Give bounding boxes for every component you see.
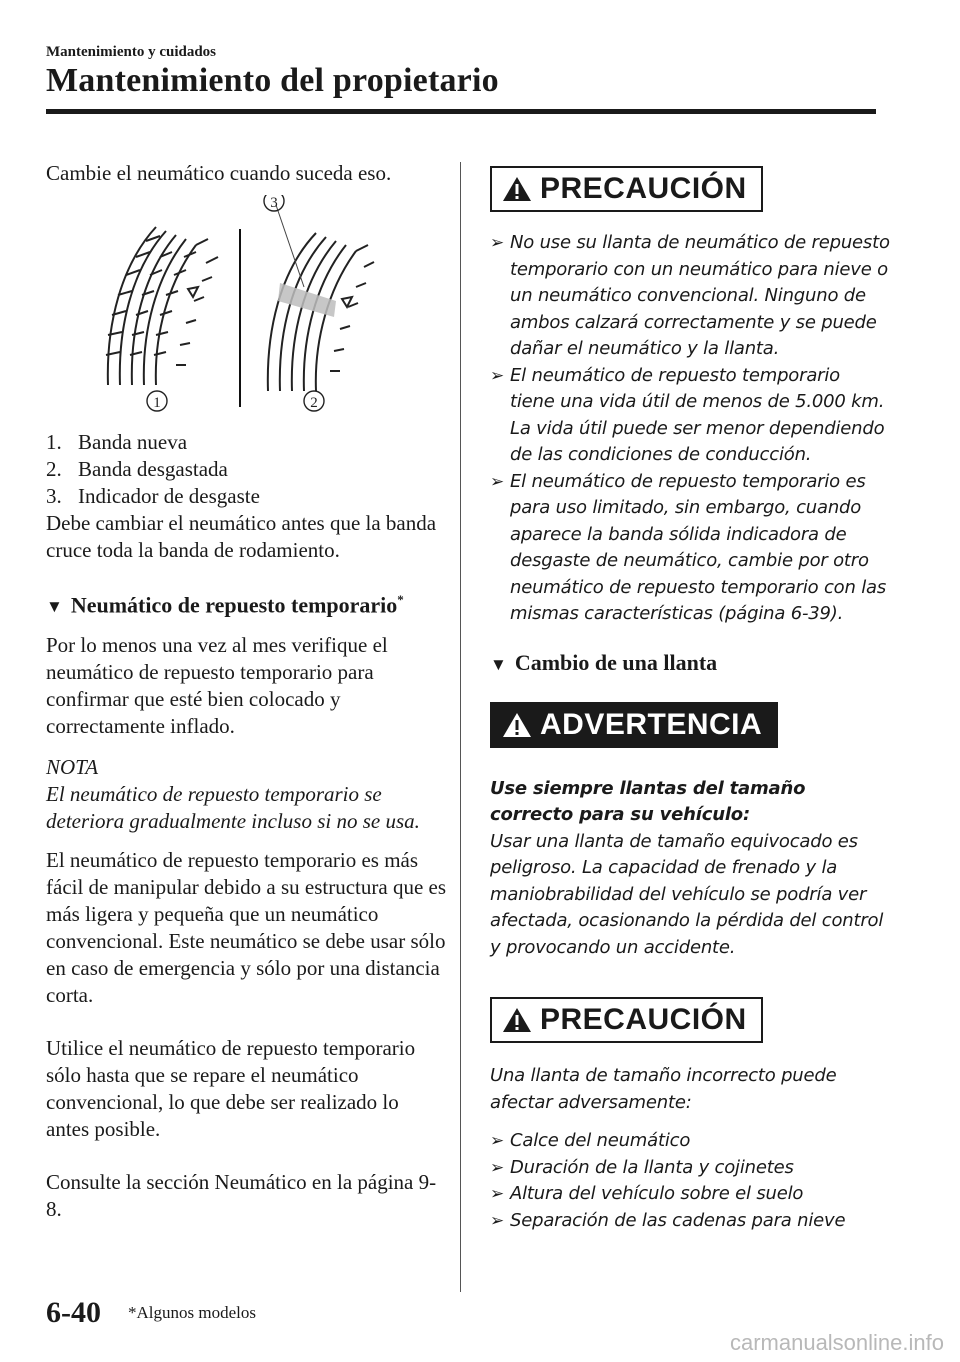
svg-text:2: 2: [310, 395, 318, 411]
paragraph-spare-temporary: Utilice el neumático de repuesto temporario sólo hasta que se repare el neumático convencional, lo que debe ser realizado lo antes posible.: [46, 1036, 416, 1142]
note-text: El neumático de repuesto temporario se deteriora gradualmente incluso si no se usa.: [46, 782, 420, 834]
caution-2-intro: Una llanta de tamaño incorrecto puede afectar adversamente:: [490, 1065, 837, 1113]
warning-box: [490, 702, 778, 748]
header-rule: [46, 109, 876, 114]
list-item: 2. Banda desgastada: [46, 457, 228, 481]
arrow-bullet-icon: ➢: [490, 233, 505, 253]
warning-bold-text: Use siempre llantas del tamaño correcto para su vehículo:: [490, 777, 806, 825]
arrow-bullet-icon: ➢: [490, 1210, 505, 1231]
page-title: Mantenimiento del propietario: [46, 62, 499, 99]
header-section-label: Mantenimiento y cuidados: [46, 44, 217, 60]
warning-triangle-icon: [502, 175, 532, 203]
arrow-bullet-icon: ➢: [490, 471, 505, 492]
column-divider: [460, 162, 461, 1292]
arrow-bullet-icon: ➢: [490, 365, 505, 386]
list-item: ➢ Altura del vehículo sobre el suelo: [490, 1181, 890, 1208]
tread-wear-figure: [46, 195, 446, 423]
caution-2-content: [490, 1063, 890, 1234]
after-list-text: Debe cambiar el neumático antes que la banda cruce toda la banda de rodamiento.: [46, 511, 437, 562]
figure-legend: [46, 429, 446, 510]
list-item: ➢ No use su llanta de neumático de repuesto temporario con un neumático para nieve o un neumático convencional. Ninguno de ambos calzará correctamente y se puede dañar el neumático y la llanta.: [490, 232, 890, 359]
svg-text:3: 3: [270, 195, 278, 211]
warning-content: [490, 776, 890, 962]
list-item: 1. Banda nueva: [46, 430, 188, 454]
paragraph-spare-easy: El neumático de repuesto temporario es más fácil de manipular debido a su estructura que es más ligera y pequeña que un neumático convencional. Este neumático se debe usar sólo en caso de emergencia y sólo por una distancia corta.: [46, 848, 447, 1008]
right-column: [490, 166, 890, 1234]
intro-text: Cambie el neumático cuando suceda eso.: [46, 161, 392, 185]
arrow-bullet-icon: ➢: [490, 1184, 505, 1204]
section-heading-spare-tire: ▼ Neumático de repuesto temporario*: [46, 592, 404, 618]
caution-box-2: [490, 997, 763, 1043]
caution-label: PRECAUCIÓN: [540, 172, 747, 205]
page-number: 6-40: [46, 1296, 101, 1329]
list-item: ➢ Separación de las cadenas para nieve: [490, 1208, 890, 1235]
tread-illustration: [46, 195, 446, 423]
svg-text:1: 1: [153, 395, 161, 411]
paragraph-see-section: Consulte la sección Neumático en la página 9-8.: [46, 1170, 437, 1222]
caution-1-list: [490, 230, 890, 628]
footnote: *Algunos modelos: [128, 1303, 256, 1322]
warning-text: Usar una llanta de tamaño equivocado es peligroso. La capacidad de frenado y la maniobrabilidad del vehículo se podría ver afectada, ocasionando la pérdida del control y provocando un accidente.: [490, 830, 884, 958]
list-item: 3. Indicador de desgaste: [46, 484, 260, 508]
paragraph-check-spare: Por lo menos una vez al mes verifique el neumático de repuesto temporario para confirmar que esté bien colocado y correctamente inflado.: [46, 633, 388, 739]
arrow-bullet-icon: ➢: [490, 1131, 505, 1151]
list-item: ➢ El neumático de repuesto temporario tiene una vida útil de menos de 5.000 km. La vida útil puede ser menor dependiendo de las condiciones de conducción.: [490, 364, 885, 465]
triangle-down-icon: ▼: [46, 597, 63, 617]
list-item: ➢ El neumático de repuesto temporario es para uso limitado, sin embargo, cuando aparece la banda sólida indicadora de desgaste de neumático, cambie por otro neumático de repuesto temporario con las mismas características (página 6-39).: [490, 470, 887, 624]
warning-label: ADVERTENCIA: [540, 707, 763, 741]
warning-triangle-icon: [502, 711, 532, 739]
warning-triangle-icon: [502, 1006, 532, 1034]
caution-label: PRECAUCIÓN: [540, 1003, 747, 1036]
left-column: [46, 160, 446, 1223]
arrow-bullet-icon: ➢: [490, 1157, 505, 1178]
list-item: ➢ Calce del neumático: [490, 1128, 890, 1155]
list-item: ➢ Duración de la llanta y cojinetes: [490, 1155, 890, 1182]
section-heading-wheel-change: ▼ Cambio de una llanta: [490, 649, 718, 675]
watermark: carmanualsonline.info: [729, 1330, 944, 1355]
caution-box-1: [490, 166, 763, 212]
triangle-down-icon: ▼: [490, 654, 507, 674]
note-label: NOTA: [46, 755, 99, 780]
